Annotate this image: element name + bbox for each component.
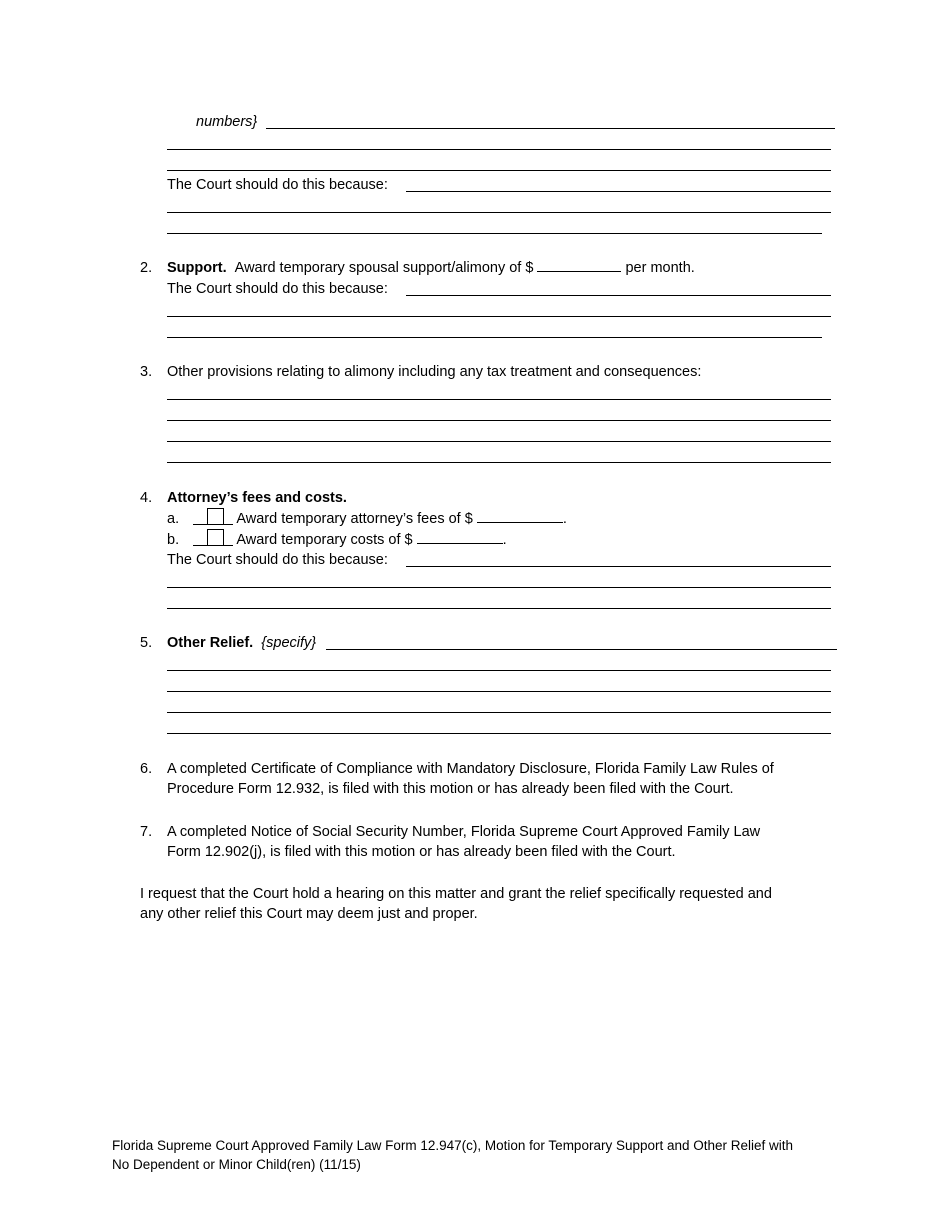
option-a-label: a. bbox=[167, 511, 180, 527]
fill-line[interactable] bbox=[266, 128, 835, 129]
option-b-text: Award temporary costs of $ bbox=[236, 532, 413, 548]
attorney-fees-amount-field[interactable] bbox=[477, 509, 563, 523]
because-label: The Court should do this because: bbox=[167, 552, 388, 568]
fill-line[interactable] bbox=[167, 441, 831, 442]
specify-label: {specify} bbox=[261, 635, 317, 651]
fill-line[interactable] bbox=[167, 462, 831, 463]
footer-line-1: Florida Supreme Court Approved Family Law Form 12.947(c), Motion for Temporary Support and Other Relief with bbox=[112, 1138, 794, 1153]
item-number: 2. bbox=[140, 260, 153, 276]
support-line bbox=[167, 258, 695, 278]
support-text: Award temporary spousal support/alimony of $ bbox=[234, 260, 534, 276]
form-footer bbox=[112, 1136, 842, 1174]
costs-amount-field[interactable] bbox=[417, 530, 503, 544]
fill-line[interactable] bbox=[167, 733, 831, 734]
item-number: 5. bbox=[140, 635, 153, 651]
item-number: 4. bbox=[140, 490, 153, 506]
footer-line-2: No Dependent or Minor Child(ren) (11/15) bbox=[112, 1157, 361, 1172]
fill-line[interactable] bbox=[167, 691, 831, 692]
ssn-line-1: A completed Notice of Social Security Number, Florida Supreme Court Approved Family Law bbox=[167, 824, 761, 840]
compliance-line-1: A completed Certificate of Compliance with Mandatory Disclosure, Florida Family Law Rules of bbox=[167, 761, 774, 777]
other-relief-title: Other Relief. bbox=[167, 635, 254, 651]
item-number: 3. bbox=[140, 364, 153, 380]
attorney-option-a: a. Award temporary attorney’s fees of $ . bbox=[167, 508, 567, 528]
option-b-label: b. bbox=[167, 532, 180, 548]
costs-checkbox-wrap[interactable] bbox=[193, 529, 233, 546]
fill-line[interactable] bbox=[167, 170, 831, 171]
attorney-fees-checkbox-wrap[interactable] bbox=[193, 508, 233, 525]
fill-line[interactable] bbox=[167, 149, 831, 150]
support-amount-field[interactable] bbox=[537, 258, 621, 272]
because-label: The Court should do this because: bbox=[167, 281, 388, 297]
attorney-fees-checkbox[interactable] bbox=[207, 508, 224, 525]
fill-line[interactable] bbox=[167, 608, 831, 609]
costs-checkbox[interactable] bbox=[207, 529, 224, 546]
fill-line[interactable] bbox=[167, 587, 831, 588]
fill-line[interactable] bbox=[167, 670, 831, 671]
fill-line[interactable] bbox=[167, 399, 831, 400]
fill-line[interactable] bbox=[167, 212, 831, 213]
fill-line[interactable] bbox=[167, 712, 831, 713]
numbers-label: numbers} bbox=[196, 114, 258, 130]
fill-line[interactable] bbox=[167, 316, 831, 317]
ssn-line-2: Form 12.902(j), is filed with this motion or has already been filed with the Court. bbox=[167, 844, 676, 860]
item-number: 7. bbox=[140, 824, 153, 840]
other-provisions-text: Other provisions relating to alimony including any tax treatment and consequences: bbox=[167, 364, 702, 380]
fill-line[interactable] bbox=[167, 233, 822, 234]
fill-line[interactable] bbox=[326, 649, 837, 650]
attorney-option-b: b. Award temporary costs of $ . bbox=[167, 529, 507, 549]
request-line-2: any other relief this Court may deem just and proper. bbox=[140, 906, 478, 922]
fill-line[interactable] bbox=[167, 420, 831, 421]
fill-line[interactable] bbox=[406, 295, 831, 296]
compliance-line-2: Procedure Form 12.932, is filed with this motion or has already been filed with the Court. bbox=[167, 781, 734, 797]
other-relief-line bbox=[167, 633, 316, 653]
support-text-after: per month. bbox=[625, 260, 695, 276]
request-line-1: I request that the Court hold a hearing on this matter and grant the relief specifically requested and bbox=[140, 886, 772, 902]
attorney-title: Attorney’s fees and costs. bbox=[167, 490, 347, 506]
fill-line[interactable] bbox=[167, 337, 822, 338]
item-number: 6. bbox=[140, 761, 153, 777]
because-label: The Court should do this because: bbox=[167, 177, 388, 193]
option-a-text: Award temporary attorney’s fees of $ bbox=[236, 511, 473, 527]
fill-line[interactable] bbox=[406, 191, 831, 192]
support-title: Support. bbox=[167, 260, 227, 276]
fill-line[interactable] bbox=[406, 566, 831, 567]
